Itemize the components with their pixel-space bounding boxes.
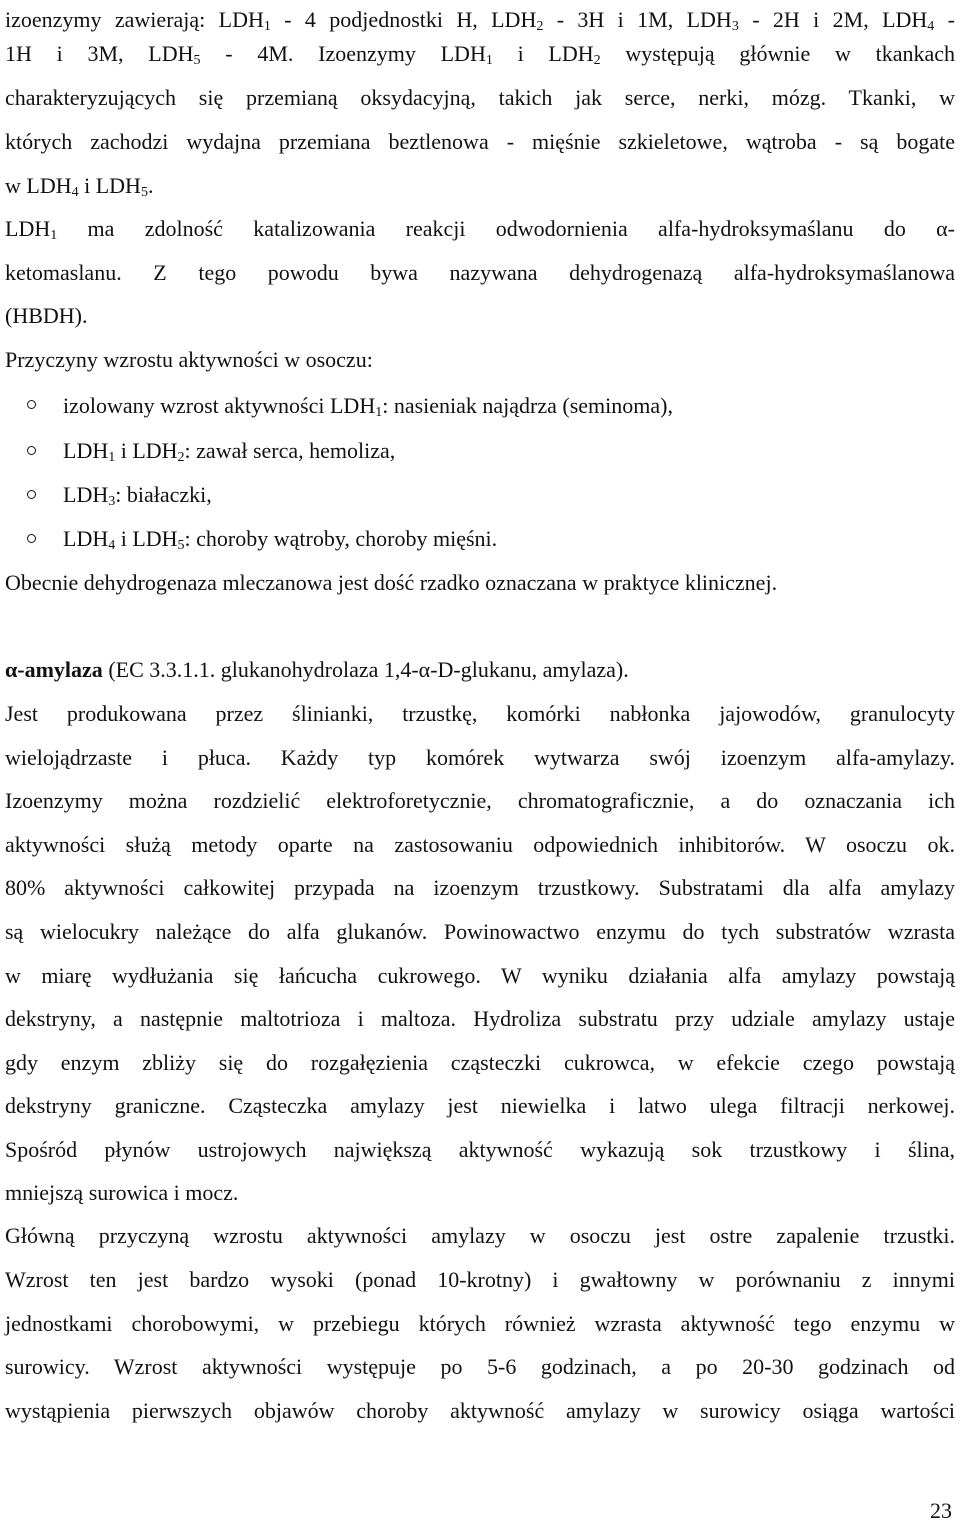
paragraph-1-line-4: których zachodzi wydajna przemiana beztlenowa - mięśnie szkieletowe, wątroba - są bogate [5,129,955,154]
paragraph-4-line-1: Jest produkowana przez ślinianki, trzustkę, komórki nabłonka jajowodów, granulocyty [5,701,955,726]
paragraph-1-line-5: w $LDH_4$ i $LDH_5$. [5,173,154,200]
paragraph-2-line-1: $LDH_1$ ma zdolność katalizowania reakcji odwodornienia alfa-hydroksymaślanu do α- [5,216,955,243]
bullet-icon [27,534,36,543]
paragraph-4-line-9: gdy enzym zbliży się do rozgałęzienia cząsteczki cukrowca, w efekcie czego powstają [5,1050,955,1075]
paragraph-4-line-12: mniejszą surowica i mocz. [5,1180,239,1205]
bullet-icon [27,446,36,455]
paragraph-5-line-5: wystąpienia pierwszych objawów choroby aktywność amylazy w surowicy osiąga wartości [5,1398,955,1423]
list-item-text: $LDH_3$: białaczki, [63,482,212,509]
list-item-text: izolowany wzrost aktywności $LDH_1$: nasieniak najądrza (seminoma), [63,393,673,420]
paragraph-5-line-2: Wzrost ten jest bardzo wysoki (ponad 10-krotny) i gwałtowny w porównaniu z innymi [5,1267,955,1292]
bullet-icon [27,490,36,499]
causes-heading: Przyczyny wzrostu aktywności w osoczu: [5,347,373,372]
paragraph-1-line-1: izoenzymy zawierają: $LDH_1 - 4$ podjednostki H, $LDH_2 - 3H$ i 1M, $LDH_3 - 2H$ i 2M, $LDH_4$ - [5,7,955,34]
bullet-icon [27,400,36,409]
paragraph-5-line-1: Główną przyczyną wzrostu aktywności amylazy w osoczu jest ostre zapalenie trzustki. [5,1223,955,1248]
paragraph-5-line-3: jednostkami chorobowymi, w przebiegu których również wzrasta aktywność tego enzymu w [5,1311,955,1336]
paragraph-4-line-6: są wielocukry należące do alfa glukanów. Powinowactwo enzymu do tych substratów wzrasta [5,919,955,944]
list-item-text: $LDH_1$ i $LDH_2$: zawał serca, hemoliza, [63,438,396,465]
paragraph-4-line-3: Izoenzymy można rozdzielić elektroforetycznie, chromatograficznie, a do oznaczania ich [5,788,955,813]
paragraph-4-line-11: Spośród płynów ustrojowych największą aktywność wykazują sok trzustkowy i ślina, [5,1137,955,1162]
paragraph-2-line-3: (HBDH). [5,303,88,328]
paragraph-1-line-3: charakteryzujących się przemianą oksydacyjną, takich jak serce, nerki, mózg. Tkanki, w [5,85,955,110]
paragraph-1-line-2: 1H i 3M, $LDH_5 - 4M$. Izoenzymy $LDH_1$ i $LDH_2$ występują głównie w tkankach [5,41,956,68]
paragraph-4-line-10: dekstryny graniczne. Cząsteczka amylazy jest niewielka i latwo ulega filtracji nerkowej. [5,1093,955,1118]
page-number: 23 [930,1498,952,1523]
paragraph-3: Obecnie dehydrogenaza mleczanowa jest dość rzadko oznaczana w praktyce klinicznej. [5,570,778,595]
list-item-text: $LDH_4$ i $LDH_5$: choroby wątroby, choroby mięśni. [63,526,498,553]
paragraph-4-line-2: wielojądrzaste i płuca. Każdy typ komórek wytwarza swój izoenzym alfa-amylazy. [5,745,955,770]
paragraph-4-line-8: dekstryny, a następnie maltotrioza i maltoza. Hydroliza substratu przy udziale amylazy ustaje [5,1006,955,1031]
paragraph-2-line-2: ketomaslanu. Z tego powodu bywa nazywana dehydrogenazą alfa-hydroksymaślanowa [5,260,955,285]
paragraph-4-line-5: 80% aktywności całkowitej przypada na izoenzym trzustkowy. Substratami dla alfa amylazy [5,875,955,900]
paragraph-4-line-7: w miarę wydłużania się łańcucha cukrowego. W wyniku działania alfa amylazy powstają [5,963,955,988]
amylase-heading: α-amylaza (EC 3.3.1.1. glukanohydrolaza 1,4-α-D-glukanu, amylaza). [5,657,629,682]
paragraph-4-line-4: aktywności służą metody oparte na zastosowaniu odpowiednich inhibitorów. W osoczu ok. [5,832,955,857]
paragraph-5-line-4: surowicy. Wzrost aktywności występuje po 5-6 godzinach, a po 20-30 godzinach od [5,1354,955,1379]
